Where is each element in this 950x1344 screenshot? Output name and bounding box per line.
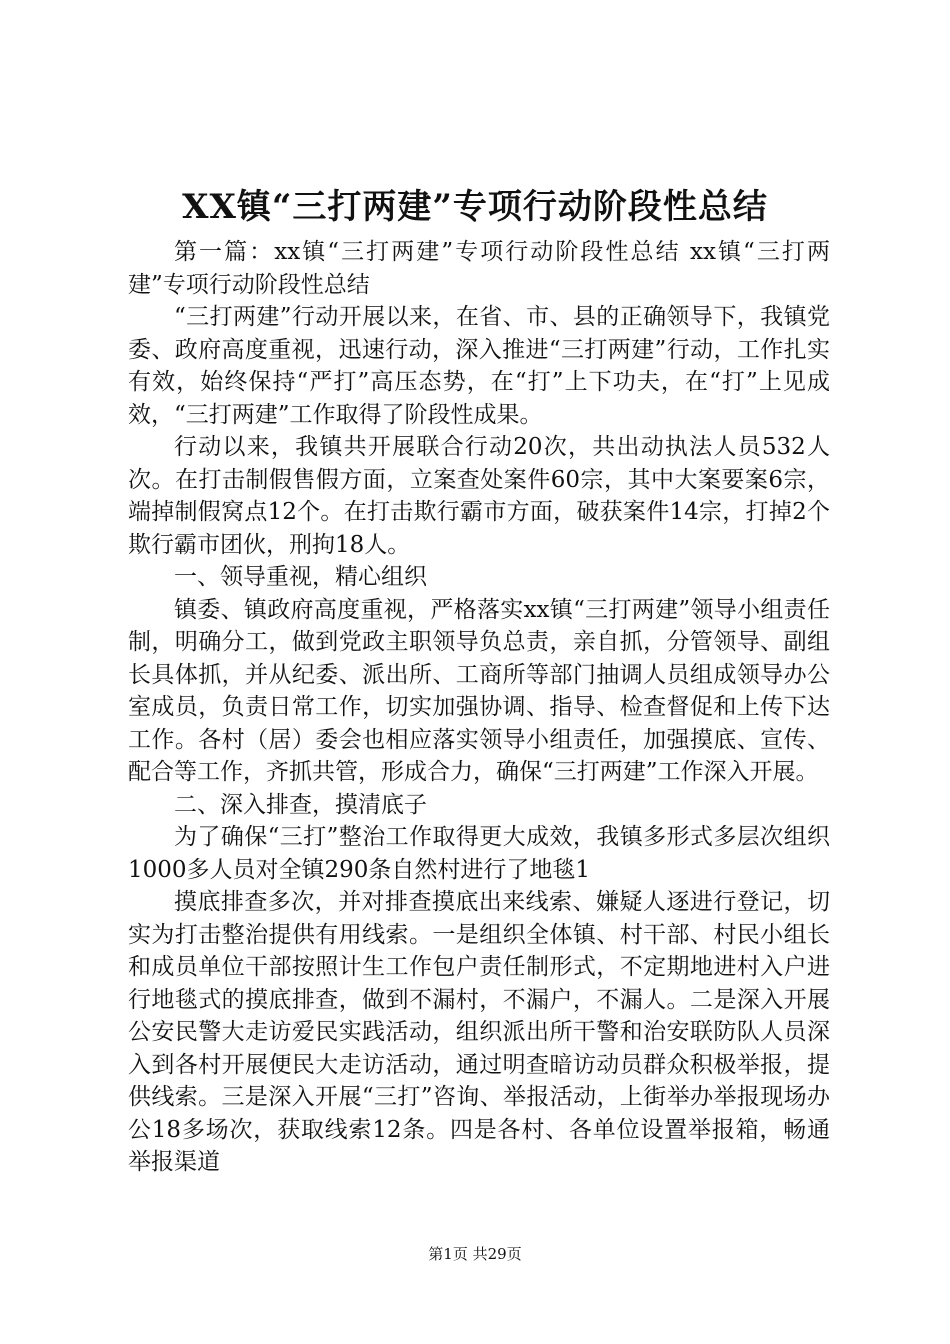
page-number-footer: 第1页 共29页 [428, 1245, 522, 1263]
paragraph-investigation: 为了确保“三打”整治工作取得更大成效，我镇多形式多层次组织1000多人员对全镇290条自然村进行了地毯1 [128, 824, 830, 883]
section-heading-2: 二、深入排查，摸清底子 [174, 791, 427, 818]
paragraph-statistics: 行动以来，我镇共开展联合行动20次，共出动执法人员532人次。在打击制假售假方面，立案查处案件60宗，其中大案要案6宗，端掉制假窝点12个。在打击欺行霸市方面，破获案件14宗，打掉2个欺行霸市团伙，刑拘18人。 [128, 434, 830, 558]
paragraph-investigation-continued: 摸底排查多次，并对排查摸底出来线索、嫌疑人逐进行登记，切实为打击整治提供有用线索。一是组织全体镇、村干部、村民小组长和成员单位干部按照计生工作包户责任制形式，不定期地进村入户进行地毯式的摸底排查，做到不漏村，不漏户，不漏人。二是深入开展公安民警大走访爱民实践活动，组织派出所干警和治安联防队人员深入到各村开展便民大走访活动，通过明查暗访动员群众积极举报，提供线索。三是深入开展“三打”咨询、举报活动，上街举办举报现场办公18多场次，获取线索12条。四是各村、各单位设置举报箱，畅通举报渠道 [128, 889, 830, 1175]
paragraph-overview: “三打两建”行动开展以来，在省、市、县的正确领导下，我镇党委、政府高度重视，迅速行动，深入推进“三打两建”行动，工作扎实有效，始终保持“严打”高压态势，在“打”上下功夫，在“打”上见成效，“三打两建”工作取得了阶段性成果。 [128, 304, 830, 428]
paragraph-leadership: 镇委、镇政府高度重视，严格落实xx镇“三打两建”领导小组责任制，明确分工，做到党政主职领导负总责，亲自抓，分管领导、副组长具体抓，并从纪委、派出所、工商所等部门抽调人员组成领导办公室成员，负责日常工作，切实加强协调、指导、检查督促和上传下达工作。各村（居）委会也相应落实领导小组责任，加强摸底、宣传、配合等工作，齐抓共管，形成合力，确保“三打两建”工作深入开展。 [128, 596, 830, 785]
document-title: XX镇“三打两建”专项行动阶段性总结 [182, 187, 768, 227]
paragraph-intro-heading: 第一篇：xx镇“三打两建”专项行动阶段性总结 xx镇“三打两建”专项行动阶段性总结 [128, 239, 830, 298]
document-body [128, 236, 830, 1179]
section-heading-1: 一、领导重视，精心组织 [174, 564, 427, 590]
